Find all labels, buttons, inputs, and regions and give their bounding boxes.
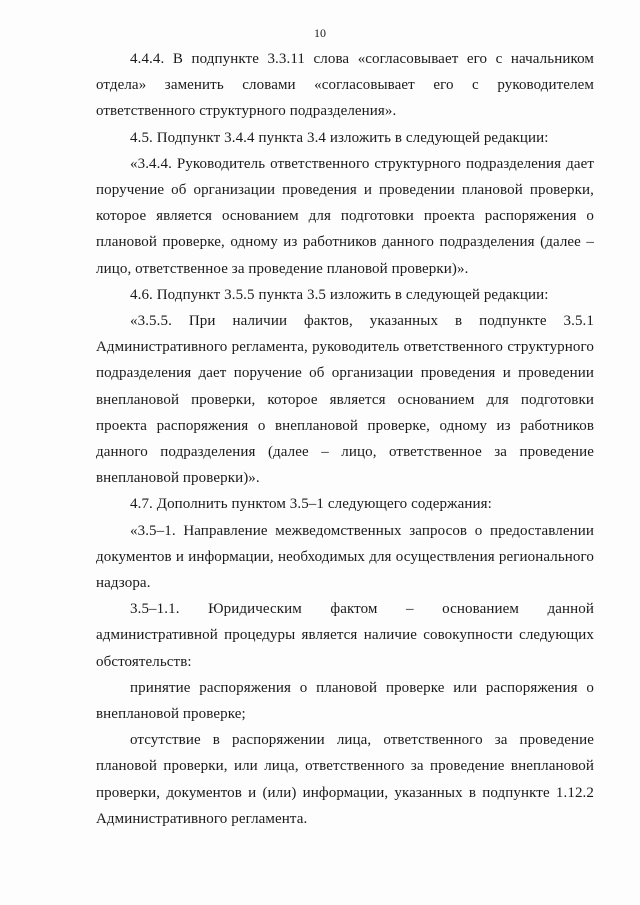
paragraph-4-4-4: 4.4.4. В подпункте 3.3.11 слова «согласовывает его с начальником отдела» заменить словами «согласовывает его с руководителем ответственного структурного подразделения».	[96, 51, 594, 120]
document-body	[96, 46, 594, 832]
paragraph-3-5-1-1: 3.5–1.1. Юридическим фактом – основанием данной административной процедуры является наличие совокупности следующих обстоятельств:	[96, 601, 594, 670]
paragraph-3-5-5-quote: «3.5.5. При наличии фактов, указанных в подпункте 3.5.1 Административного регламента, руководитель ответственного структурного подразделения дает поручение об организации проведения и проведении внеплановой проверки, которое является основанием для подготовки проекта распоряжения о внеплановой проверке, одному из работников данного подразделения (далее – лицо, ответственное за проведение внеплановой проверки)».	[96, 313, 594, 487]
paragraph-4-6: 4.6. Подпункт 3.5.5 пункта 3.5 изложить в следующей редакции:	[130, 286, 549, 303]
paragraph-condition-2: отсутствие в распоряжении лица, ответственного за проведение плановой проверки, или лица, ответственного за проведение внеплановой проверки, документов и (или) информации, указанных в подпункте 1.12.2 Административного регламента.	[96, 732, 594, 827]
paragraph-4-7: 4.7. Дополнить пунктом 3.5–1 следующего содержания:	[130, 496, 492, 513]
paragraph-3-4-4-quote: «3.4.4. Руководитель ответственного структурного подразделения дает поручение об организации проведения и проведении плановой проверки, которое является основанием для подготовки проекта распоряжения о плановой проверке, одному из работников данного подразделения (далее – лицо, ответственное за проведение плановой проверки)».	[96, 155, 594, 277]
paragraph-3-5-1-quote: «3.5–1. Направление межведомственных запросов о предоставлении документов и информации, необходимых для осуществления регионального надзора.	[96, 522, 594, 592]
paragraph-condition-1: принятие распоряжения о плановой проверке или распоряжения о внеплановой проверке;	[96, 679, 594, 723]
page-number: 10	[314, 26, 326, 40]
paragraph-4-5: 4.5. Подпункт 3.4.4 пункта 3.4 изложить в следующей редакции:	[130, 129, 549, 146]
